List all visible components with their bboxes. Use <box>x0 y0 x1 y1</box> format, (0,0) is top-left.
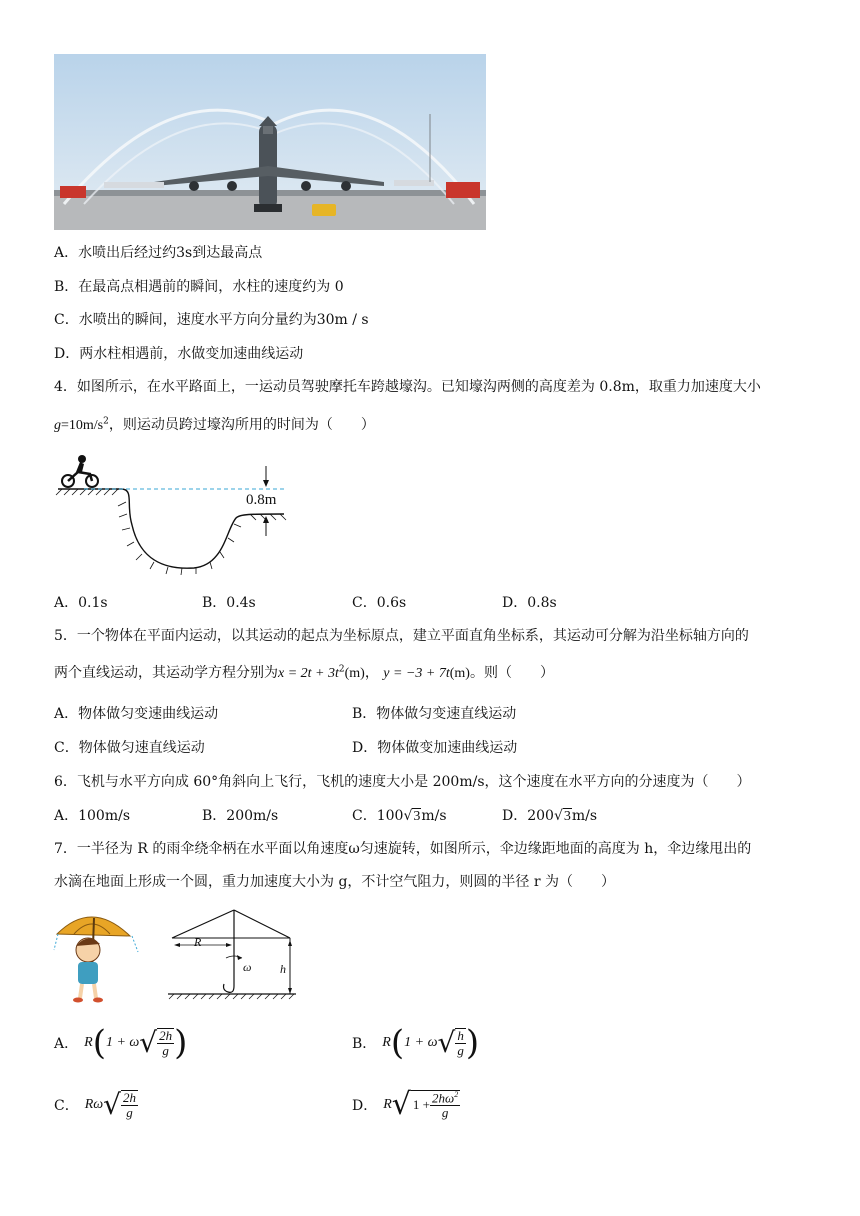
q7-option-d-R: R <box>383 1097 392 1112</box>
q3-option-d: D．两水柱相遇前，水做变加速曲线运动 <box>54 346 304 362</box>
q7-stem-line2: 水滴在地面上形成一个圆，重力加速度大小为 g，不计空气阻力，则圆的半径 r 为（ ） <box>54 874 616 890</box>
q7-option-a-den: g <box>162 1043 169 1058</box>
q5-stem-line2 <box>54 662 554 682</box>
q7-option-a-term: 1 + ω <box>105 1035 140 1050</box>
q5-sep: ， <box>364 665 379 681</box>
motorcycle-icon <box>62 455 98 487</box>
q7-option-c-frac <box>121 1090 138 1119</box>
q7-option-b-label: B． <box>352 1036 377 1052</box>
q7-option-b-den: g <box>457 1043 464 1058</box>
q7-option-b-rparen: ) <box>465 1023 480 1063</box>
q7-option-b-frac <box>455 1028 466 1057</box>
q7-option-c-root: √ <box>103 1087 121 1121</box>
q7-option-c-num: 2h <box>123 1090 136 1105</box>
q5-eq-y: y = −3 + 7t <box>383 666 450 681</box>
q7-option-d-root: √ <box>391 1087 411 1122</box>
diagram-label-h: h <box>280 962 286 976</box>
ditch-figure <box>54 450 294 580</box>
q6-option-a: A．100m/s <box>54 808 131 824</box>
q3-option-a: A．水喷出后经过约3s到达最高点 <box>54 245 263 261</box>
airplane-water-salute-photo <box>54 54 486 230</box>
q5-option-d: D．物体做变加速曲线运动 <box>352 740 518 756</box>
q7-option-a-frac <box>157 1028 174 1057</box>
q7-option-d-num-text: 2hω <box>432 1090 455 1106</box>
q7-option-c-Romega: Rω <box>84 1096 104 1112</box>
q4-stem-line1: 4．如图所示，在水平路面上，一运动员驾驶摩托车跨越壕沟。已知壕沟两侧的高度差为 0.8m，取重力加速度大小 <box>54 379 761 395</box>
q7-option-d-num <box>430 1091 460 1106</box>
q7-option-b-term: 1 + ω <box>404 1035 438 1050</box>
q5-stem-pre: 两个直线运动，其运动学方程分别为 <box>54 665 278 681</box>
q3-option-b: B．在最高点相遇前的瞬间，水柱的速度约为 0 <box>54 279 344 295</box>
q5-option-b: B．物体做匀变速直线运动 <box>352 706 517 722</box>
q6-option-c-radicand: 3 <box>413 809 421 824</box>
q6-option-c: C．100√3m/s <box>352 808 447 824</box>
q4-option-b: B．0.4s <box>202 595 256 611</box>
q7-option-a-rparen: ) <box>174 1023 188 1063</box>
q7-option-b-num: h <box>457 1028 464 1044</box>
q7-option-d-radicand <box>411 1090 460 1120</box>
diagram-label-omega: ω <box>243 960 252 974</box>
q7-option-d-num-exp: 2 <box>454 1090 459 1100</box>
q4-g-symbol: g <box>54 418 61 433</box>
q7-option-c <box>54 1087 138 1121</box>
q7-option-d-label: D． <box>352 1098 378 1114</box>
q6-option-b: B．200m/s <box>202 808 279 824</box>
umbrella-diagram <box>166 906 306 1000</box>
q4-option-d: D．0.8s <box>502 595 557 611</box>
ditch-height-label: 0.8m <box>246 492 277 508</box>
q7-option-b <box>352 1023 480 1063</box>
q5-eq-x-unit: (m) <box>344 666 365 681</box>
q5-eq-y-unit: (m) <box>449 666 470 681</box>
q7-option-c-den: g <box>126 1104 133 1120</box>
diagram-label-R: R <box>194 935 202 949</box>
q6-option-c-unit: m/s <box>421 808 447 824</box>
child-umbrella-illustration <box>52 904 142 1004</box>
q7-option-a-R: R <box>84 1035 93 1050</box>
q6-option-d-radicand: 3 <box>563 809 571 824</box>
q5-option-c: C．物体做匀速直线运动 <box>54 740 205 756</box>
q3-option-c: C．水喷出的瞬间，速度水平方向分量约为30m / s <box>54 312 369 328</box>
q7-option-d <box>352 1087 460 1122</box>
q6-option-d: D．200√3m/s <box>502 808 598 824</box>
q5-eq-x-exponent: 2 <box>338 664 345 675</box>
q5-stem-post: 。则（ ） <box>469 665 554 681</box>
q4-stem-line2 <box>54 414 375 434</box>
q7-option-b-R: R <box>382 1035 391 1050</box>
q5-stem-line1: 5．一个物体在平面内运动，以其运动的起点为坐标原点，建立平面直角坐标系，其运动可分解为沿坐标轴方向的 <box>54 628 749 644</box>
q7-option-b-root: √ <box>437 1026 456 1059</box>
q7-option-a-num: 2h <box>159 1028 173 1044</box>
q4-option-a: A．0.1s <box>54 595 108 611</box>
q4-option-c: C．0.6s <box>352 595 407 611</box>
q7-option-a <box>54 1023 188 1063</box>
q5-option-a: A．物体做匀变速曲线运动 <box>54 706 219 722</box>
q6-option-d-unit: m/s <box>571 808 598 824</box>
q4-g-value: =10m/s <box>61 418 104 433</box>
q6-stem: 6．飞机与水平方向成 60°角斜向上飞行，飞机的速度大小是 200m/s，这个速度在水平方向的分速度为（ ） <box>54 774 751 790</box>
q4-g-exponent: 2 <box>103 416 109 427</box>
q7-option-d-one-plus: 1 + <box>412 1097 431 1113</box>
q6-option-c-coef: C．100 <box>352 808 404 824</box>
q7-option-a-root: √ <box>139 1026 158 1059</box>
q7-stem-line1: 7．一半径为 R 的雨伞绕伞柄在水平面以角速度ω匀速旋转，如图所示，伞边缘距地面的高度为 h，伞边缘甩出的 <box>54 841 752 857</box>
q7-option-d-den: g <box>441 1105 449 1121</box>
q5-eq-x: x = 2t + 3t <box>278 666 339 681</box>
q7-option-b-lparen: ( <box>390 1023 405 1063</box>
q4-stem-tail: ，则运动员跨过壕沟所用的时间为（ ） <box>108 417 375 433</box>
q7-option-a-label: A． <box>54 1036 79 1052</box>
q7-option-a-lparen: ( <box>92 1023 106 1063</box>
q7-option-d-frac <box>430 1091 460 1120</box>
q6-option-d-coef: D．200 <box>502 808 554 824</box>
q7-option-c-label: C． <box>54 1097 79 1114</box>
